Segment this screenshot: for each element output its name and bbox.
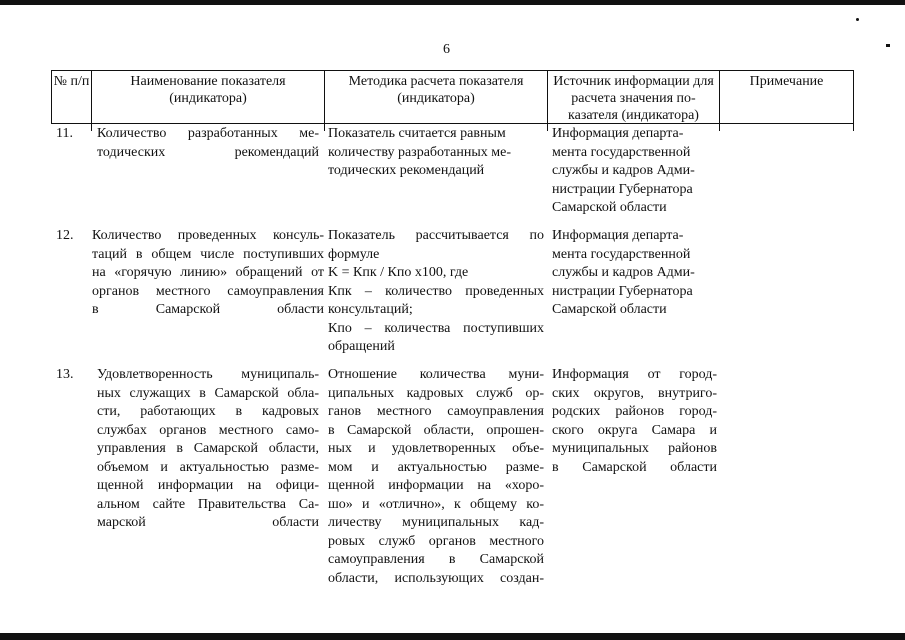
table-header xyxy=(51,70,854,124)
text-line: Показатель считается равным xyxy=(328,126,506,141)
page-number: 6 xyxy=(443,42,450,57)
header-source-text: Источник информации для расчета значения по-казателя (индикатора) xyxy=(553,74,714,123)
header-note xyxy=(719,71,854,123)
text-line: альном сайте Правительства Са- xyxy=(97,496,319,512)
row-12-num: 12. xyxy=(56,228,74,243)
text-line: муниципальных районов xyxy=(552,441,717,456)
text-line: Информация департа- xyxy=(552,126,684,141)
text-line: сти, работающих в кадровых xyxy=(97,404,319,419)
text-line: Информация департа- xyxy=(552,228,684,243)
row-13-num: 13. xyxy=(56,367,74,382)
text-line: в Самарской области, опрошен- xyxy=(328,422,544,438)
text-line: нистрации Губернатора xyxy=(552,283,693,299)
text-line: Количество разработанных ме- xyxy=(97,126,319,141)
row-13-name xyxy=(97,366,319,533)
row-11-method xyxy=(328,125,544,181)
text-line: Самарской области xyxy=(552,200,667,215)
text-line: щенной информации на офици- xyxy=(97,478,319,493)
text-line: ганов местного самоуправления xyxy=(328,404,544,419)
text-line: обращений xyxy=(328,339,395,354)
column-divider xyxy=(853,122,854,131)
text-line: таций в общем числе поступивших xyxy=(92,246,324,262)
text-line: Количество проведенных консуль- xyxy=(92,228,324,243)
text-line: самоуправления в Самарской xyxy=(328,552,544,567)
text-line: ровых служб органов местного xyxy=(328,533,544,549)
text-line: службы и кадров Адми- xyxy=(552,265,695,280)
text-line: управления в Самарской области, xyxy=(97,441,319,456)
row-11-num: 11. xyxy=(56,126,73,141)
text-line: марской области xyxy=(97,515,319,530)
text-line: тодических рекомендаций xyxy=(328,163,485,178)
row-11-name xyxy=(97,125,319,162)
text-line: службах органов местного само- xyxy=(97,422,319,438)
text-line: в Самарской области xyxy=(92,302,324,317)
header-num-text: № п/п xyxy=(53,74,90,89)
header-name xyxy=(91,71,324,123)
text-line: Отношение количества муни- xyxy=(328,367,544,382)
text-line: личеству муниципальных кад- xyxy=(328,515,544,530)
header-num xyxy=(51,71,91,123)
text-line: ципальных кадровых служб ор- xyxy=(328,385,544,401)
column-divider xyxy=(91,122,92,131)
header-note-text: Примечание xyxy=(749,74,824,89)
text-line: количеству разработанных ме- xyxy=(328,144,511,160)
row-12-source xyxy=(552,227,717,320)
row-12-method xyxy=(328,227,544,357)
text-line: K = Кпк / Кпо x100, где xyxy=(328,265,469,280)
text-line: в Самарской области xyxy=(552,459,717,475)
text-line: Удовлетворенность муниципаль- xyxy=(97,367,319,382)
text-line: мента государственной xyxy=(552,246,691,262)
header-name-text: Наименование показателя (индикатора) xyxy=(130,74,286,106)
text-line: области, использующих создан- xyxy=(328,570,544,586)
text-line: Показатель рассчитывается по xyxy=(328,228,544,243)
row-12-name xyxy=(92,227,324,320)
column-divider xyxy=(719,122,720,131)
header-method-text: Методика расчета показателя (индикатора) xyxy=(348,74,524,106)
column-divider xyxy=(324,122,325,131)
text-line: Информация от город- xyxy=(552,367,717,382)
scan-speck xyxy=(886,44,890,47)
text-line: родских районов город- xyxy=(552,404,717,419)
text-line: Кпк – количество проведенных xyxy=(328,283,544,299)
text-line: Кпо – количества поступивших xyxy=(328,320,544,336)
row-11-source xyxy=(552,125,717,218)
header-method xyxy=(324,71,547,123)
row-13-method xyxy=(328,366,544,588)
text-line: консультаций; xyxy=(328,302,413,317)
text-line: Самарской области xyxy=(552,302,667,317)
text-line: нистрации Губернатора xyxy=(552,181,693,197)
text-line: ского округа Самара и xyxy=(552,422,717,438)
text-line: щенной информации на «хоро- xyxy=(328,478,544,493)
text-line: мом и актуальностью разме- xyxy=(328,459,544,475)
row-13-source xyxy=(552,366,717,477)
column-divider xyxy=(547,122,548,131)
text-line: формуле xyxy=(328,246,380,262)
text-line: ных и удовлетворенных объе- xyxy=(328,441,544,456)
text-line: органов местного самоуправления xyxy=(92,283,324,299)
text-line: шо» и «отлично», к общему ко- xyxy=(328,496,544,512)
text-line: ских округов, внутриго- xyxy=(552,385,717,401)
text-line: ных служащих в Самарской обла- xyxy=(97,385,319,401)
text-line: объемом и актуальностью разме- xyxy=(97,459,319,475)
bottom-border xyxy=(0,633,905,640)
header-source xyxy=(547,71,719,123)
scan-speck xyxy=(856,18,859,21)
text-line: на «горячую линию» обращений от xyxy=(92,265,324,280)
top-border xyxy=(0,0,905,5)
text-line: мента государственной xyxy=(552,144,691,160)
text-line: службы и кадров Адми- xyxy=(552,163,695,178)
text-line: тодических рекомендаций xyxy=(97,144,319,160)
